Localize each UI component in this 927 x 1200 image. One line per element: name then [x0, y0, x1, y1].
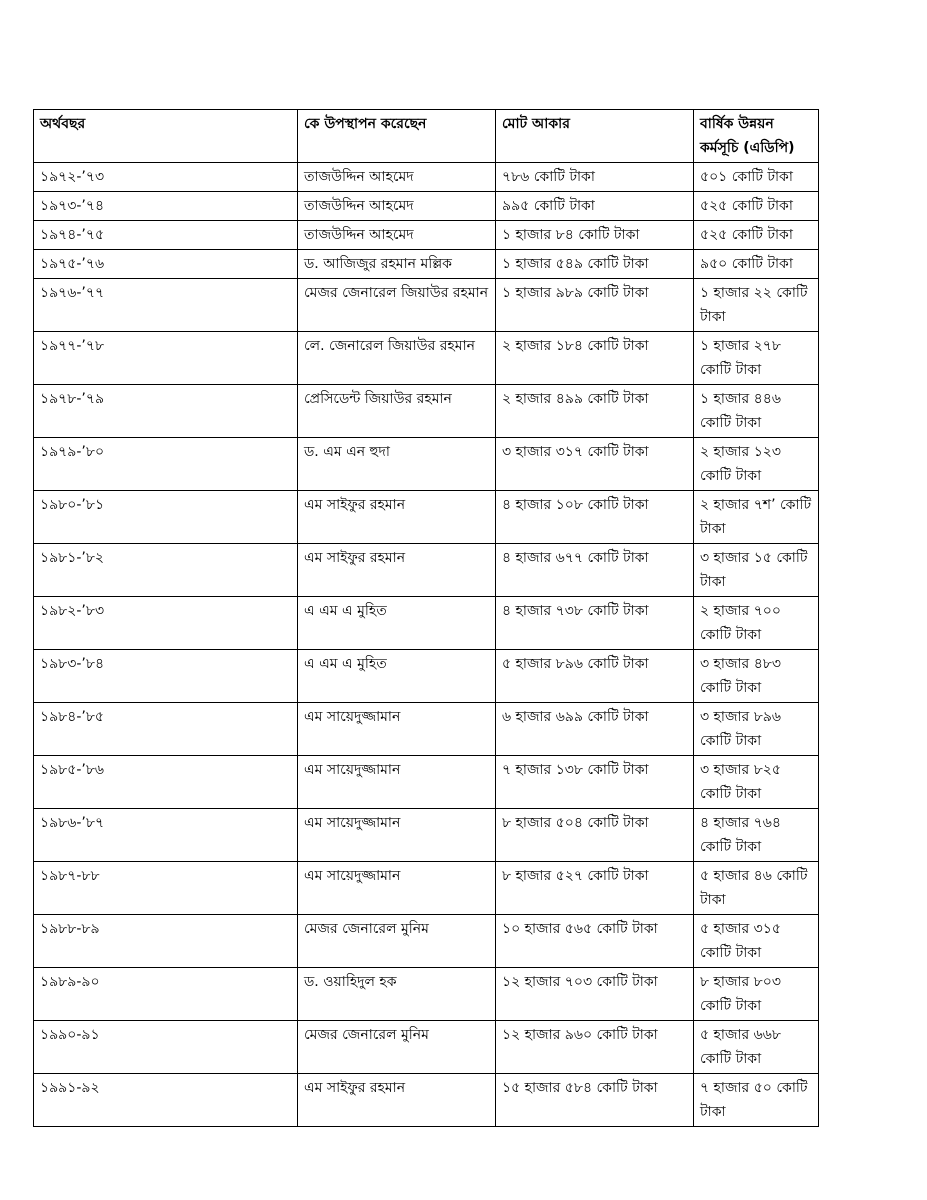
- cell-year: ১৯৮৫-’৮৬: [34, 756, 298, 809]
- cell-total: ১ হাজার ৯৮৯ কোটি টাকা: [496, 279, 694, 332]
- cell-adp: ৫০১ কোটি টাকা: [694, 163, 819, 192]
- header-total-size: মোট আকার: [496, 110, 694, 163]
- cell-adp: ২ হাজার ৭শ’ কোটি টাকা: [694, 491, 819, 544]
- cell-presenter: তাজউদ্দিন আহমেদ: [298, 192, 496, 221]
- cell-presenter: এ এম এ মুহিত: [298, 650, 496, 703]
- cell-total: ১০ হাজার ৫৬৫ কোটি টাকা: [496, 915, 694, 968]
- cell-adp: ৩ হাজার ৮৯৬ কোটি টাকা: [694, 703, 819, 756]
- cell-total: ৮ হাজার ৫২৭ কোটি টাকা: [496, 862, 694, 915]
- cell-adp: ৯৫০ কোটি টাকা: [694, 250, 819, 279]
- table-row: [34, 221, 819, 250]
- cell-presenter: এম সাইফুর রহমান: [298, 1074, 496, 1127]
- table-row: [34, 163, 819, 192]
- cell-presenter: লে. জেনারেল জিয়াউর রহমান: [298, 332, 496, 385]
- cell-adp: ১ হাজার ২২ কোটি টাকা: [694, 279, 819, 332]
- header-fiscal-year: অর্থবছর: [34, 110, 298, 163]
- cell-adp: ৩ হাজার ৪৮৩ কোটি টাকা: [694, 650, 819, 703]
- cell-adp: ৫ হাজার ৪৬ কোটি টাকা: [694, 862, 819, 915]
- cell-year: ১৯৭৮-’৭৯: [34, 385, 298, 438]
- cell-total: ১২ হাজার ৭০৩ কোটি টাকা: [496, 968, 694, 1021]
- cell-presenter: এম সাইফুর রহমান: [298, 491, 496, 544]
- cell-adp: ১ হাজার ২৭৮ কোটি টাকা: [694, 332, 819, 385]
- cell-presenter: এম সায়েদুজ্জামান: [298, 862, 496, 915]
- table-row: [34, 1074, 819, 1127]
- cell-presenter: এম সায়েদুজ্জামান: [298, 809, 496, 862]
- cell-year: ১৯৭৪-’৭৫: [34, 221, 298, 250]
- table-row: [34, 756, 819, 809]
- cell-total: ৪ হাজার ১০৮ কোটি টাকা: [496, 491, 694, 544]
- cell-year: ১৯৮১-’৮২: [34, 544, 298, 597]
- table-row: [34, 192, 819, 221]
- cell-presenter: এম সাইফুর রহমান: [298, 544, 496, 597]
- cell-adp: ১ হাজার ৪৪৬ কোটি টাকা: [694, 385, 819, 438]
- cell-year: ১৯৭৬-’৭৭: [34, 279, 298, 332]
- cell-year: ১৯৮৮-৮৯: [34, 915, 298, 968]
- cell-presenter: ড. ওয়াহিদুল হক: [298, 968, 496, 1021]
- header-adp: বার্ষিক উন্নয়ন কর্মসূচি (এডিপি): [694, 110, 819, 163]
- cell-year: ১৯৯০-৯১: [34, 1021, 298, 1074]
- cell-adp: ৫২৫ কোটি টাকা: [694, 192, 819, 221]
- cell-total: ৭ হাজার ১৩৮ কোটি টাকা: [496, 756, 694, 809]
- table-row: [34, 438, 819, 491]
- table-row: [34, 279, 819, 332]
- cell-presenter: তাজউদ্দিন আহমেদ: [298, 221, 496, 250]
- table-row: [34, 332, 819, 385]
- table-row: [34, 544, 819, 597]
- table-row: [34, 968, 819, 1021]
- cell-total: ২ হাজার ৪৯৯ কোটি টাকা: [496, 385, 694, 438]
- header-presenter: কে উপস্থাপন করেছেন: [298, 110, 496, 163]
- cell-total: ১ হাজার ৮৪ কোটি টাকা: [496, 221, 694, 250]
- cell-year: ১৯৭২-’৭৩: [34, 163, 298, 192]
- cell-presenter: এ এম এ মুহিত: [298, 597, 496, 650]
- cell-presenter: এম সায়েদুজ্জামান: [298, 703, 496, 756]
- cell-adp: ৮ হাজার ৮০৩ কোটি টাকা: [694, 968, 819, 1021]
- cell-total: ১৫ হাজার ৫৮৪ কোটি টাকা: [496, 1074, 694, 1127]
- budget-table: [33, 109, 819, 1127]
- cell-total: ৯৯৫ কোটি টাকা: [496, 192, 694, 221]
- cell-year: ১৯৮২-’৮৩: [34, 597, 298, 650]
- cell-presenter: ড. এম এন হুদা: [298, 438, 496, 491]
- cell-total: ৩ হাজার ৩১৭ কোটি টাকা: [496, 438, 694, 491]
- cell-year: ১৯৯১-৯২: [34, 1074, 298, 1127]
- cell-presenter: মেজর জেনারেল জিয়াউর রহমান: [298, 279, 496, 332]
- cell-year: ১৯৭৭-’৭৮: [34, 332, 298, 385]
- cell-year: ১৯৮৬-’৮৭: [34, 809, 298, 862]
- cell-presenter: প্রেসিডেন্ট জিয়াউর রহমান: [298, 385, 496, 438]
- cell-presenter: মেজর জেনারেল মুনিম: [298, 915, 496, 968]
- table-row: [34, 703, 819, 756]
- cell-year: ১৯৮৩-’৮৪: [34, 650, 298, 703]
- table-row: [34, 809, 819, 862]
- table-body: [34, 163, 819, 1127]
- header-row: [34, 110, 819, 163]
- cell-presenter: এম সায়েদুজ্জামান: [298, 756, 496, 809]
- cell-adp: ২ হাজার ৭০০ কোটি টাকা: [694, 597, 819, 650]
- cell-adp: ২ হাজার ১২৩ কোটি টাকা: [694, 438, 819, 491]
- cell-total: ১২ হাজার ৯৬০ কোটি টাকা: [496, 1021, 694, 1074]
- cell-total: ২ হাজার ১৮৪ কোটি টাকা: [496, 332, 694, 385]
- cell-year: ১৯৭৯-’৮০: [34, 438, 298, 491]
- cell-presenter: মেজর জেনারেল মুনিম: [298, 1021, 496, 1074]
- cell-adp: ৭ হাজার ৫০ কোটি টাকা: [694, 1074, 819, 1127]
- table-row: [34, 385, 819, 438]
- cell-adp: ৩ হাজার ৮২৫ কোটি টাকা: [694, 756, 819, 809]
- cell-presenter: তাজউদ্দিন আহমেদ: [298, 163, 496, 192]
- table-row: [34, 250, 819, 279]
- cell-year: ১৯৮৪-’৮৫: [34, 703, 298, 756]
- cell-year: ১৯৮৭-৮৮: [34, 862, 298, 915]
- table-row: [34, 862, 819, 915]
- cell-total: ১ হাজার ৫৪৯ কোটি টাকা: [496, 250, 694, 279]
- table-row: [34, 1021, 819, 1074]
- cell-adp: ৫ হাজার ৩১৫ কোটি টাকা: [694, 915, 819, 968]
- cell-total: ৪ হাজার ৬৭৭ কোটি টাকা: [496, 544, 694, 597]
- cell-adp: ৫ হাজার ৬৬৮ কোটি টাকা: [694, 1021, 819, 1074]
- cell-adp: ৫২৫ কোটি টাকা: [694, 221, 819, 250]
- table-row: [34, 597, 819, 650]
- cell-total: ৫ হাজার ৮৯৬ কোটি টাকা: [496, 650, 694, 703]
- cell-adp: ৩ হাজার ১৫ কোটি টাকা: [694, 544, 819, 597]
- cell-total: ৬ হাজার ৬৯৯ কোটি টাকা: [496, 703, 694, 756]
- cell-year: ১৯৭৫-’৭৬: [34, 250, 298, 279]
- cell-year: ১৯৮০-’৮১: [34, 491, 298, 544]
- cell-presenter: ড. আজিজুর রহমান মল্লিক: [298, 250, 496, 279]
- cell-total: ৭৮৬ কোটি টাকা: [496, 163, 694, 192]
- table-row: [34, 650, 819, 703]
- cell-total: ৮ হাজার ৫০৪ কোটি টাকা: [496, 809, 694, 862]
- cell-total: ৪ হাজার ৭৩৮ কোটি টাকা: [496, 597, 694, 650]
- table-row: [34, 915, 819, 968]
- table-row: [34, 491, 819, 544]
- cell-year: ১৯৭৩-’৭৪: [34, 192, 298, 221]
- cell-adp: ৪ হাজার ৭৬৪ কোটি টাকা: [694, 809, 819, 862]
- cell-year: ১৯৮৯-৯০: [34, 968, 298, 1021]
